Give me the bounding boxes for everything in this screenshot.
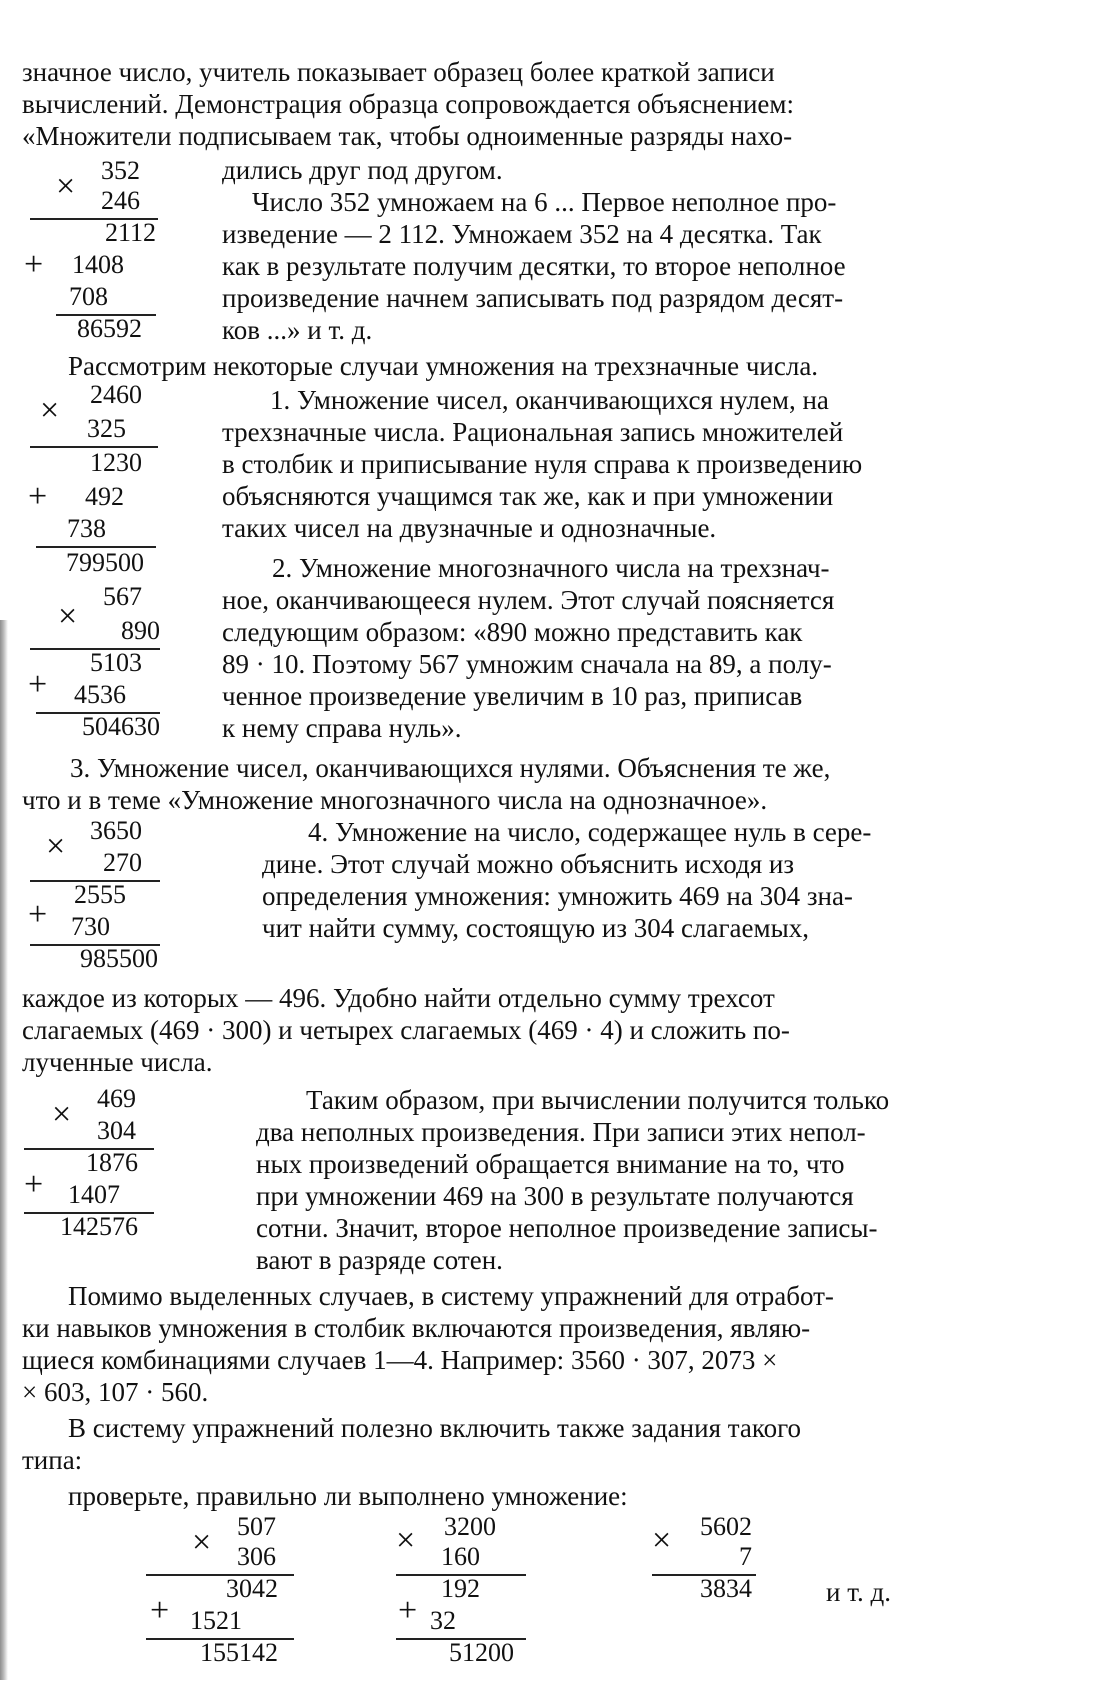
text-line: таких чисел на двузначные и однозначные.: [222, 513, 717, 543]
partial-product: 738: [67, 514, 106, 543]
times-sign: ×: [396, 1522, 416, 1559]
text-line: два неполных произведения. При записи этих непол-: [256, 1117, 866, 1147]
partial-product: 1876: [86, 1148, 138, 1177]
text-line: слагаемых (469 · 300) и четырех слагаемых (469 · 4) и сложить по-: [22, 1015, 790, 1045]
text-line: ных произведений обращается внимание на то, что: [256, 1149, 845, 1179]
plus-sign: +: [28, 478, 48, 515]
text-line: Помимо выделенных случаев, в систему упражнений для отработ-: [68, 1281, 834, 1311]
partial-product: 492: [85, 482, 124, 511]
text-line: Число 352 умножаем на 6 ... Первое неполное про-: [252, 187, 837, 217]
partial-product: 1408: [72, 250, 124, 279]
text-line: ки навыков умножения в столбик включаются произведения, являю-: [22, 1313, 811, 1343]
multiplicand: 2460: [90, 380, 142, 409]
partial-product: 2555: [74, 880, 126, 909]
text-line: дились друг под другом.: [222, 155, 503, 185]
text-line: произведение начнем записывать под разрядом десят-: [222, 283, 844, 313]
text-line: В систему упражнений полезно включить также задания такого: [68, 1413, 801, 1443]
multiplier: 325: [87, 414, 126, 443]
text-line: к нему справа нуль».: [222, 713, 462, 743]
partial-product: 708: [69, 282, 108, 311]
multiplier: 890: [121, 616, 160, 645]
multiplicand: 3200: [444, 1512, 496, 1541]
text-line: 3. Умножение чисел, оканчивающихся нулями. Объяснения те же,: [70, 753, 831, 783]
multiplier: 306: [237, 1542, 276, 1571]
text-line: в столбик и приписывание нуля справа к произведению: [222, 449, 863, 479]
text-line: Рассмотрим некоторые случаи умножения на трехзначные числа.: [68, 351, 819, 381]
multiplicand: 507: [237, 1512, 276, 1541]
text-line: дине. Этот случай можно объяснить исходя из: [262, 849, 795, 879]
product: 155142: [200, 1638, 278, 1667]
text-line: определения умножения: умножить 469 на 304 зна-: [262, 881, 853, 911]
partial-product: 1521: [190, 1606, 242, 1635]
text-line: значное число, учитель показывает образец более краткой записи: [22, 57, 775, 87]
product: 799500: [66, 548, 144, 577]
partial-product: 4536: [74, 680, 126, 709]
text-line: проверьте, правильно ли выполнено умножение:: [68, 1481, 628, 1511]
text-line: вычислений. Демонстрация образца сопровождается объяснением:: [22, 89, 795, 119]
partial-product: 3042: [226, 1574, 278, 1603]
product: 142576: [60, 1212, 138, 1241]
text-line: 4. Умножение на число, содержащее нуль в сере-: [308, 817, 872, 847]
partial-product: 192: [441, 1574, 480, 1603]
plus-sign: +: [24, 246, 44, 283]
times-sign: ×: [56, 168, 76, 205]
times-sign: ×: [40, 392, 60, 429]
product: 51200: [449, 1638, 514, 1667]
plus-sign: +: [28, 666, 48, 703]
text-line: трехзначные числа. Рациональная запись множителей: [222, 417, 844, 447]
text-line: объясняются учащимся так же, как и при умножении: [222, 481, 834, 511]
partial-product: 1230: [90, 448, 142, 477]
times-sign: ×: [192, 1524, 212, 1561]
partial-product: 5103: [90, 648, 142, 677]
partial-product: 730: [71, 912, 110, 941]
text-line: вают в разряде сотен.: [256, 1245, 503, 1275]
text-line: Таким образом, при вычислении получится только: [306, 1085, 890, 1115]
partial-product: 2112: [104, 218, 156, 247]
product: 86592: [77, 314, 142, 343]
text-line: сотни. Значит, второе неполное произведение записы-: [256, 1213, 878, 1243]
text-line: что и в теме «Умножение многозначного числа на однозначное».: [22, 785, 768, 815]
text-line: следующим образом: «890 можно представить как: [222, 617, 803, 647]
multiplicand: 5602: [700, 1512, 752, 1541]
text-line: при умножении 469 на 300 в результате получаются: [256, 1181, 854, 1211]
multiplier: 246: [101, 186, 140, 215]
partial-product: 1407: [68, 1180, 120, 1209]
multiplier: 7: [739, 1542, 752, 1571]
multiplier: 270: [103, 848, 142, 877]
plus-sign: +: [24, 1166, 44, 1203]
multiplier: 304: [97, 1116, 136, 1145]
multiplicand: 567: [103, 582, 142, 611]
times-sign: ×: [58, 598, 78, 635]
text-line: 1. Умножение чисел, оканчивающихся нулем, на: [270, 385, 829, 415]
multiplicand: 3650: [90, 816, 142, 845]
text-line: чит найти сумму, состоящую из 304 слагаемых,: [262, 913, 809, 943]
multiplier: 160: [441, 1542, 480, 1571]
product: 3834: [700, 1574, 752, 1603]
plus-sign: +: [150, 1592, 170, 1629]
text-line: ное, оканчивающееся нулем. Этот случай поясняется: [222, 585, 835, 615]
text-line: лученные числа.: [22, 1047, 213, 1077]
times-sign: ×: [46, 828, 66, 865]
text-line: 2. Умножение многозначного числа на трехзнач-: [272, 553, 830, 583]
times-sign: ×: [652, 1522, 672, 1559]
text-line: как в результате получим десятки, то второе неполное: [222, 251, 846, 281]
text-line: типа:: [22, 1445, 83, 1475]
product: 504630: [82, 712, 160, 741]
multiplicand: 352: [101, 156, 140, 185]
text-line: ченное произведение увеличим в 10 раз, приписав: [222, 681, 803, 711]
text-line: «Множители подписываем так, чтобы одноименные разряды нахо-: [22, 121, 793, 151]
text-line: × 603, 107 · 560.: [22, 1377, 209, 1407]
multiplicand: 469: [97, 1084, 136, 1113]
text-line: ков ...» и т. д.: [222, 315, 373, 345]
text-line: и т. д.: [826, 1577, 891, 1607]
plus-sign: +: [398, 1592, 418, 1629]
product: 985500: [80, 944, 158, 973]
text-line: 89 · 10. Поэтому 567 умножим сначала на 89, а полу-: [222, 649, 832, 679]
page-binding-shadow: [0, 620, 8, 1680]
text-line: щиеся комбинациями случаев 1—4. Например: 3560 · 307, 2073 ×: [22, 1345, 778, 1375]
plus-sign: +: [28, 896, 48, 933]
text-line: каждое из которых — 496. Удобно найти отдельно сумму трехсот: [22, 983, 775, 1013]
partial-product: 32: [430, 1606, 456, 1635]
text-line: изведение — 2 112. Умножаем 352 на 4 десятка. Так: [222, 219, 822, 249]
times-sign: ×: [52, 1096, 72, 1133]
